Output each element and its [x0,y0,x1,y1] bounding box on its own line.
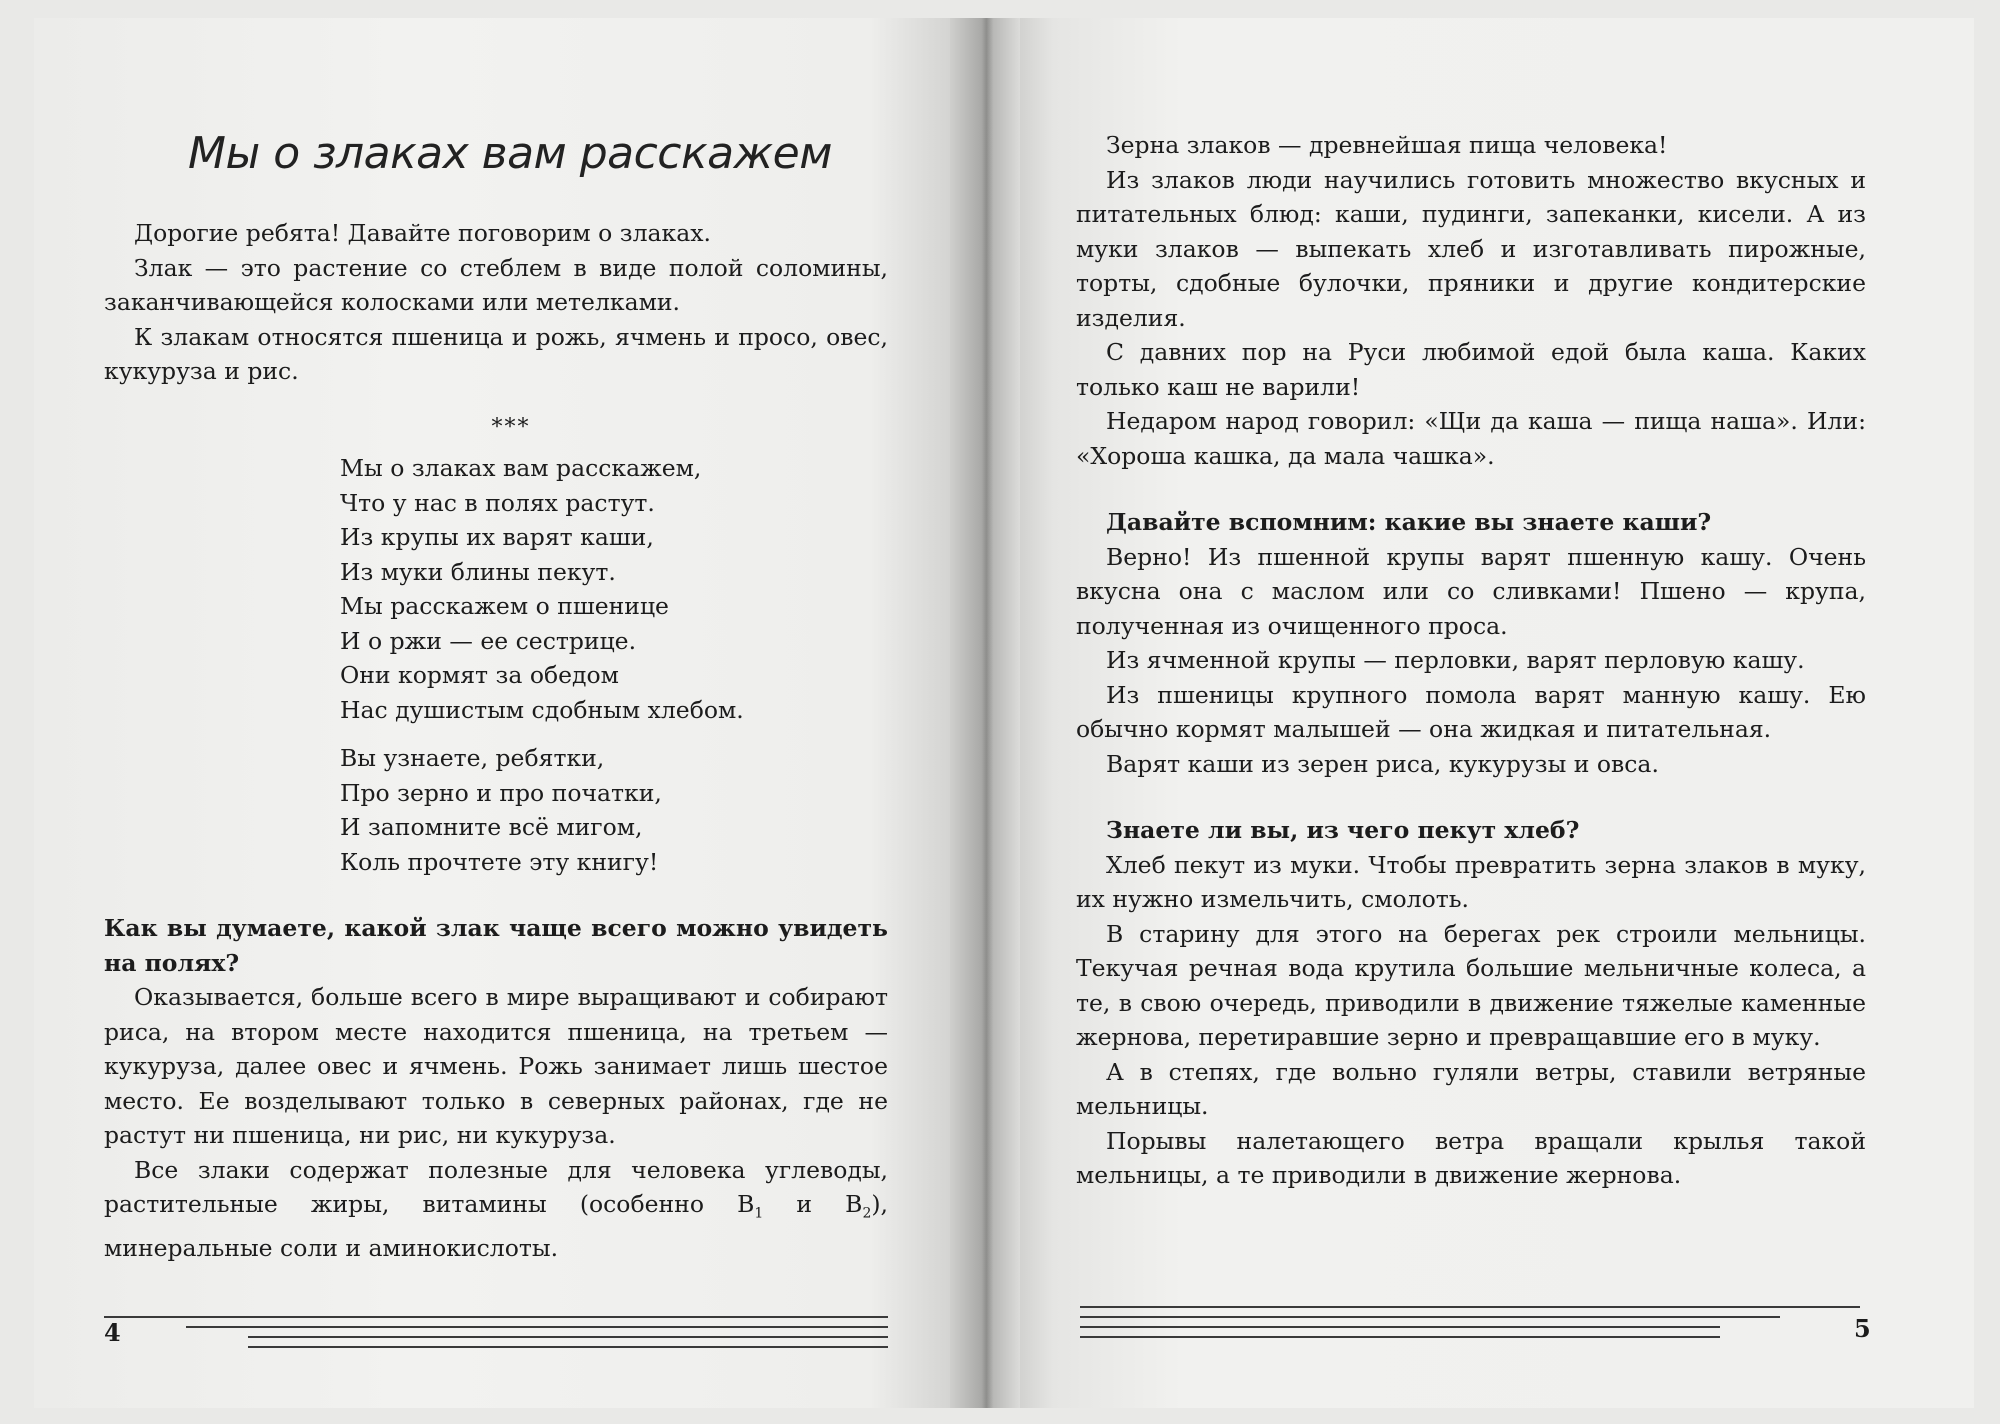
paragraph: Злак — это растение со стеблем в виде полой соломины, заканчивающейся колосками или метелками. [104,253,888,316]
page-title: Мы о злаках вам расскажем [188,128,832,179]
paragraph: Из злаков люди научились готовить множество вкусных и питательных блюд: каши, пудинги, запеканки, кисели. А из муки злаков — выпекать хлеб и изготавливать пирожные, торты, сдобные булочки, пряники и другие кондитерские изделия. [1076,165,1866,332]
poem-line: Мы о злаках вам расскажем, [340,454,702,482]
paragraph: Из ячменной крупы — перловки, варят перловую кашу. [1106,646,1805,674]
poem-line: Что у нас в полях растут. [340,488,655,517]
question-heading: Как вы думаете, какой злак чаще всего можно увидеть на полях? [104,914,888,977]
poem-line: Из муки блины пекут. [340,557,616,586]
paragraph: В старину для этого на берегах рек строили мельницы. Текучая речная вода крутила большие мельничные колеса, а те, в свою очередь, приводили в движение тяжелые каменные жернова, перетиравшие зерно и превращавшие его в муку. [1076,919,1866,1051]
paragraph: Порывы налетающего ветра вращали крылья такой мельницы, а те приводили в движение жернова. [1076,1126,1866,1189]
footer-rule [248,1346,888,1348]
poem-line: Вы узнаете, ребятки, [340,744,605,772]
left-page-text [104,216,888,1266]
footer-rule [104,1316,888,1318]
paragraph: Верно! Из пшенной крупы варят пшенную кашу. Очень вкусна она с маслом или со сливками! Пшено — крупа, полученная из очищенного проса. [1076,542,1866,640]
paragraph [104,1153,888,1266]
poem-line: И о ржи — ее сестрице. [340,626,637,655]
poem-line: И запомните всё мигом, [340,813,643,841]
poem [104,451,888,879]
poem-line: Про зерно и про початки, [340,778,662,807]
book-gutter [950,18,1020,1408]
paragraph: Хлеб пекут из муки. Чтобы превратить зерна злаков в муку, их нужно измельчить, смолоть. [1076,850,1866,913]
question-heading: Знаете ли вы, из чего пекут хлеб? [1106,816,1580,844]
poem-line: Нас душистым сдобным хлебом. [340,695,744,724]
text-span: ), минеральные соли и аминокислоты. [104,1190,888,1263]
paragraph: К злакам относятся пшеница и рожь, ячмень и просо, овес, кукуруза и рис. [104,322,888,385]
poem-line: Они кормят за обедом [340,661,619,689]
text-span: Все злаки содержат полезные для человека углеводы, растительные жиры, витамины (особенно B [104,1155,888,1218]
subscript: 2 [862,1205,872,1222]
question-heading: Давайте вспомним: какие вы знаете каши? [1106,508,1712,536]
footer-rule [1080,1306,1860,1308]
footer-rule [186,1326,888,1328]
paragraph: Варят каши из зерен риса, кукурузы и овса. [1106,749,1659,778]
paragraph: С давних пор на Руси любимой едой была каша. Каких только каш не варили! [1076,338,1866,401]
paragraph: А в степях, где вольно гуляли ветры, ставили ветряные мельницы. [1076,1057,1866,1120]
poem-line: Из крупы их варят каши, [340,523,654,551]
page-number-right: 5 [1854,1314,1871,1343]
text-span: и B [763,1190,863,1218]
poem-line: Коль прочтете эту книгу! [340,847,659,876]
right-page-text [1076,128,1866,1193]
page-number-left: 4 [104,1318,121,1347]
footer-rule [248,1336,888,1338]
paragraph: Зерна злаков — древнейшая пища человека! [1106,131,1668,159]
footer-rule [1080,1316,1780,1318]
paragraph: Дорогие ребята! Давайте поговорим о злаках. [134,219,711,247]
subscript: 1 [754,1205,764,1222]
footer-rule [1080,1326,1720,1328]
paragraph: Недаром народ говорил: «Щи да каша — пища наша». Или: «Хороша кашка, да мала чашка». [1076,407,1866,470]
poem-line: Мы расскажем о пшенице [340,592,669,620]
paragraph: Оказывается, больше всего в мире выращивают и собирают риса, на втором месте находится пшеница, на третьем — кукуруза, далее овес и ячмень. Рожь занимает лишь шестое место. Ее возделывают только в северных районах, где не растут ни пшеница, ни рис, ни кукуруза. [104,983,888,1149]
section-separator: *** [491,414,531,440]
paragraph: Из пшеницы крупного помола варят манную кашу. Ею обычно кормят малышей — она жидкая и питательная. [1076,680,1866,743]
footer-rule [1080,1336,1720,1338]
